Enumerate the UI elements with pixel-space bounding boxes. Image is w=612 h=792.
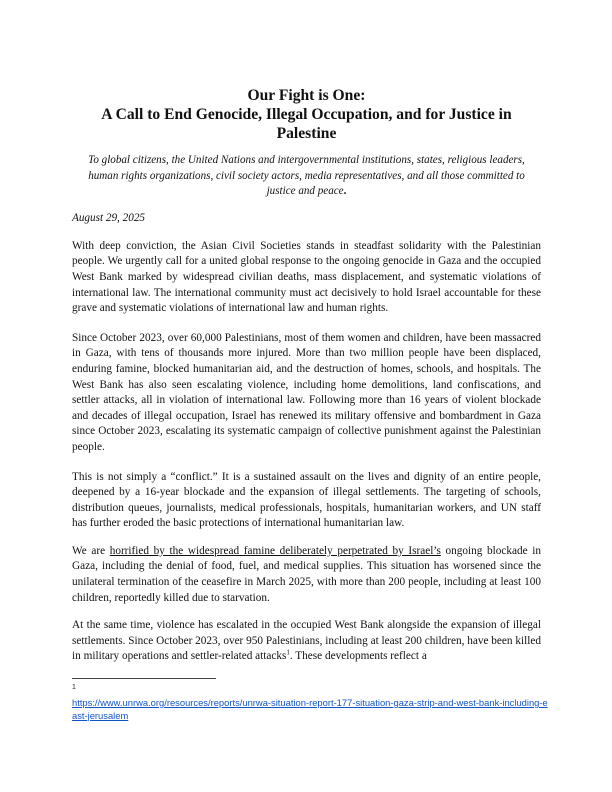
footnote-link[interactable]: https://www.unrwa.org/resources/reports/unrwa-situation-report-177-situation-gaza-strip-and-west-bank-including-east-jerusalem [72, 697, 548, 721]
paragraph-5 [72, 618, 541, 665]
paragraph-1: With deep conviction, the Asian Civil Societies stands in steadfast solidarity with the Palestinian people. We urgently call for a united global response to the ongoing genocide in Gaza and the occupied West Bank marked by widespread civilian deaths, mass displacement, and systematic violations of international law. The international community must act decisively to hold Israel accountable for these grave and systematic violations of international law and human rights. [72, 239, 541, 315]
paragraph-5-rest: . These developments reflect a [289, 650, 427, 663]
paragraph-4-lead: We are [72, 544, 110, 557]
paragraph-5-text: At the same time, violence has escalated in the occupied West Bank alongside the expansion of illegal settlements. Since October 2023, over 950 Palestinians, including at least 200 children, have been killed in military operations and settler-related attacks [72, 619, 541, 663]
document-title [72, 86, 541, 143]
addressees-subtitle [76, 153, 537, 200]
footnote-number: 1 [72, 684, 76, 691]
title-line-1: Our Fight is One: [247, 87, 366, 104]
paragraph-4 [72, 544, 541, 606]
document-date: August 29, 2025 [72, 211, 146, 224]
paragraph-2: Since October 2023, over 60,000 Palestinians, most of them women and children, have been massacred in Gaza, with tens of thousands more injured. More than two million people have been displaced, enduring famine, blocked humanitarian aid, and the destruction of homes, schools, and hospitals. The West Bank has also seen escalating violence, including home demolitions, land confiscations, and settler attacks, all in violation of international law. Following more than 16 years of violent blockade and decades of illegal occupation, Israel has renewed its military offensive and bombardment in Gaza since October 2023, escalating its systematic campaign of collective punishment against the Palestinian people. [72, 331, 541, 453]
title-line-2: A Call to End Genocide, Illegal Occupation, and for Justice in Palestine [101, 106, 512, 142]
paragraph-3: This is not simply a “conflict.” It is a sustained assault on the lives and dignity of an entire people, deepened by a 16-year blockade and the expansion of illegal settlements. The targeting of schools, distribution queues, journalists, medical professionals, hospitals, humanitarian workers, and UN staff has further eroded the basic protections of international humanitarian law. [72, 470, 541, 530]
footnote-separator [72, 678, 216, 679]
paragraph-4-rest: ongoing blockade in Gaza, including the denial of food, fuel, and medical supplies. This situation has worsened since the unilateral termination of the ceasefire in March 2025, with more than 200 people, including at least 100 children, reportedly killed due to starvation. [72, 544, 541, 604]
subtitle-period: . [343, 185, 347, 198]
famine-link-text[interactable]: horrified by the widespread famine deliberately perpetrated by Israel’s [109, 544, 441, 557]
document-body [72, 86, 541, 665]
subtitle-text: To global citizens, the United Nations and intergovernmental institutions, states, religious leaders, human rights organizations, civil society actors, media representatives, and all those committed to justice and peace [88, 154, 525, 198]
footnote-reference[interactable]: 1 [286, 648, 290, 657]
